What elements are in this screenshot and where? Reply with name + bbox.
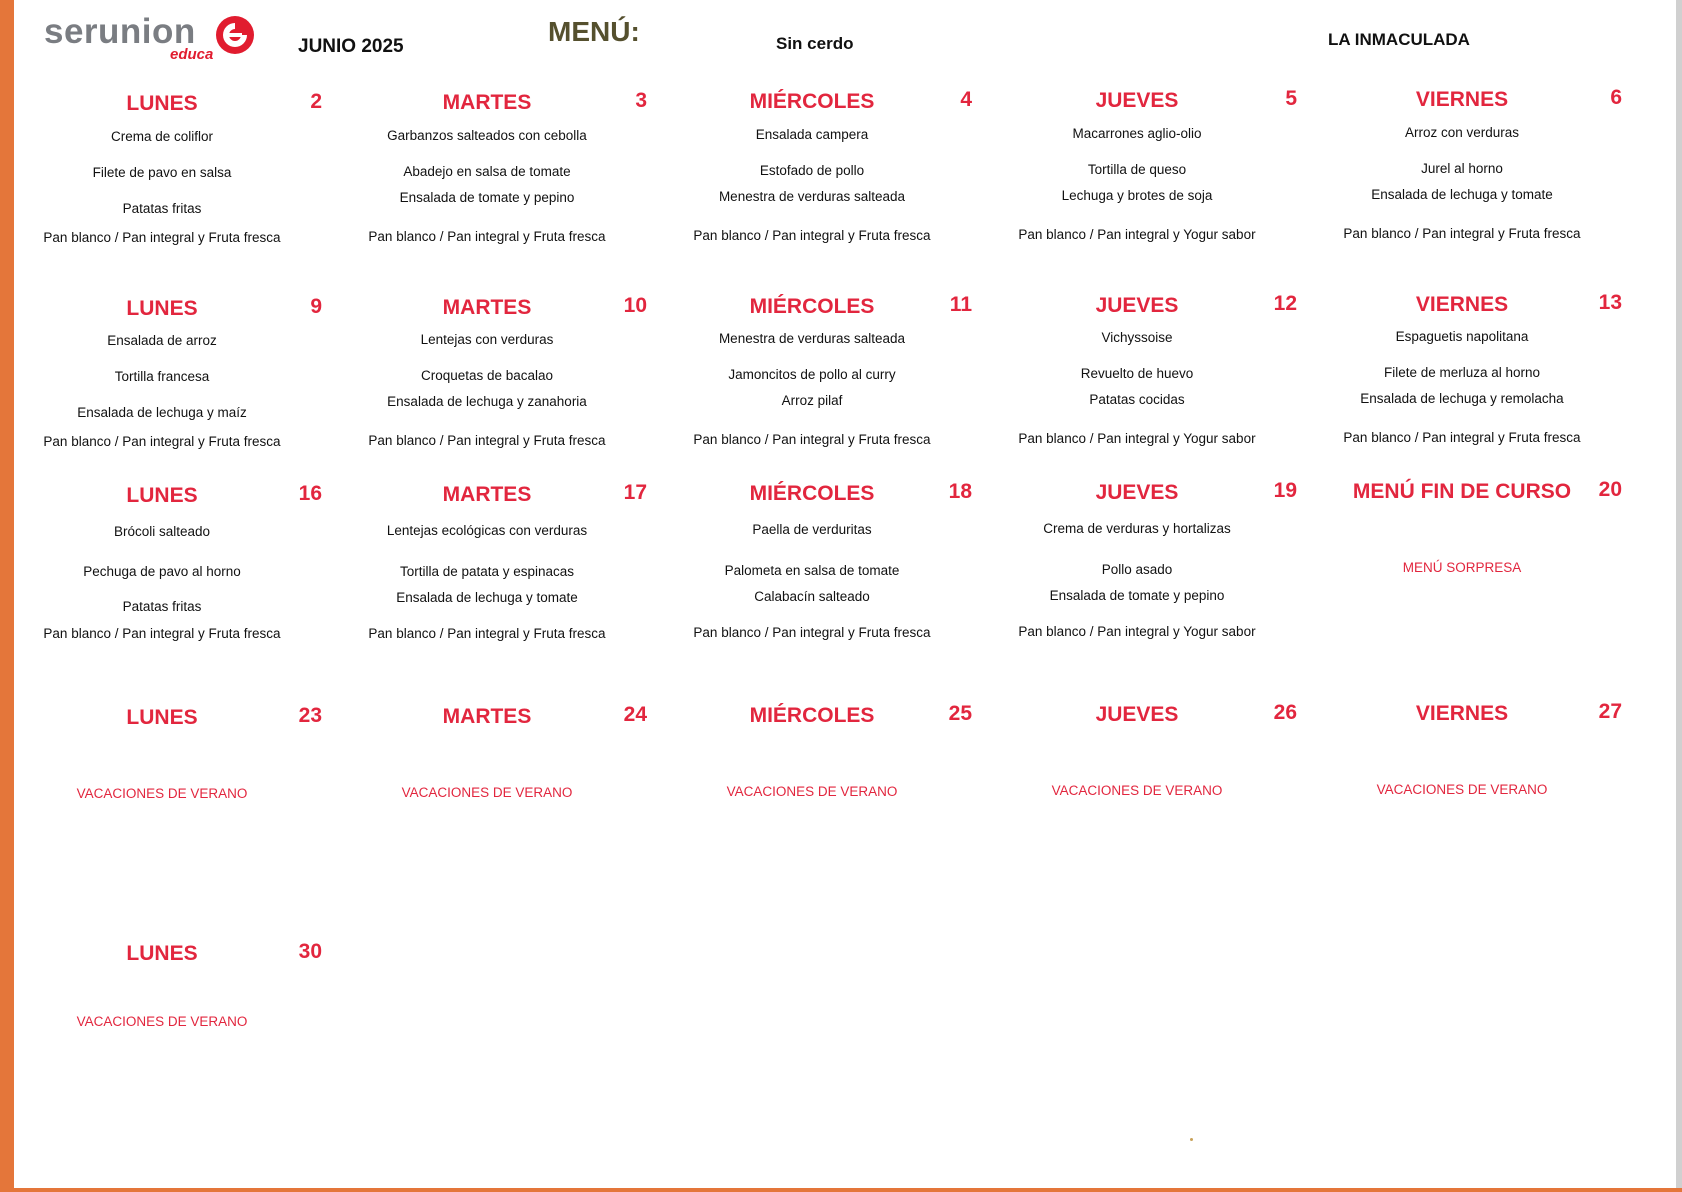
day-note: VACACIONES DE VERANO	[1376, 782, 1548, 797]
dish-dessert: Pan blanco / Pan integral y Fruta fresca	[43, 230, 281, 245]
serunion-logo	[44, 12, 264, 63]
day-number: 19	[1273, 479, 1297, 502]
day-number: 24	[623, 703, 647, 726]
school-name: LA INMACULADA	[1328, 30, 1470, 49]
dish-first: Crema de verduras y hortalizas	[1043, 521, 1231, 536]
day-name: JUEVES	[1095, 481, 1179, 504]
dish-side: Ensalada de tomate y pepino	[1049, 588, 1225, 603]
day-number: 5	[1285, 87, 1297, 110]
dish-second: Abadejo en salsa de tomate	[403, 164, 571, 179]
dish-first: Ensalada de arroz	[107, 333, 217, 348]
day-number: 27	[1598, 700, 1622, 723]
day-name: JUEVES	[1095, 89, 1179, 112]
dish-dessert: Pan blanco / Pan integral y Fruta fresca	[368, 626, 606, 641]
day-number: 10	[623, 294, 647, 317]
dish-first: Garbanzos salteados con cebolla	[387, 128, 587, 143]
day-name: MARTES	[442, 91, 532, 114]
dish-dessert: Pan blanco / Pan integral y Yogur sabor	[1018, 227, 1256, 242]
day-note: MENÚ SORPRESA	[1402, 560, 1522, 575]
menu-month: JUNIO 2025	[298, 36, 404, 57]
dish-dessert: Pan blanco / Pan integral y Yogur sabor	[1018, 431, 1256, 446]
dish-first: Paella de verduritas	[752, 522, 872, 537]
dish-dessert: Pan blanco / Pan integral y Fruta fresca	[1343, 430, 1581, 445]
day-number: 4	[960, 88, 972, 111]
dish-second: Croquetas de bacalao	[420, 368, 554, 383]
day-name: LUNES	[126, 92, 198, 115]
dish-side: Patatas fritas	[122, 599, 202, 614]
day-name: LUNES	[126, 484, 198, 507]
day-number: 13	[1598, 291, 1622, 314]
day-name: VIERNES	[1415, 88, 1509, 111]
dish-second: Revuelto de huevo	[1080, 366, 1194, 381]
day-note: VACACIONES DE VERANO	[726, 784, 898, 799]
bottom-border	[0, 1188, 1682, 1192]
day-number: 20	[1598, 478, 1622, 501]
dish-second: Pechuga de pavo al horno	[83, 564, 241, 579]
day-name: JUEVES	[1095, 703, 1179, 726]
day-number: 17	[623, 481, 647, 504]
dish-dessert: Pan blanco / Pan integral y Fruta fresca	[368, 433, 606, 448]
dish-side: Ensalada de lechuga y zanahoria	[387, 394, 587, 409]
dish-second: Filete de pavo en salsa	[92, 165, 232, 180]
dish-side: Ensalada de lechuga y remolacha	[1360, 391, 1564, 406]
day-name: LUNES	[126, 942, 198, 965]
dish-dessert: Pan blanco / Pan integral y Fruta fresca	[693, 432, 931, 447]
dish-first: Lentejas con verduras	[420, 332, 554, 347]
dish-side: Ensalada de lechuga y maíz	[77, 405, 247, 420]
dish-first: Crema de coliflor	[110, 129, 214, 144]
dish-side: Ensalada de tomate y pepino	[399, 190, 575, 205]
dish-dessert: Pan blanco / Pan integral y Fruta fresca	[43, 626, 281, 641]
dish-second: Estofado de pollo	[759, 163, 865, 178]
day-number: 16	[298, 482, 322, 505]
dish-first: Vichyssoise	[1101, 330, 1173, 345]
day-name: MARTES	[442, 705, 532, 728]
day-name: VIERNES	[1415, 293, 1509, 316]
scan-speck	[1190, 1138, 1193, 1141]
dish-side: Menestra de verduras salteada	[718, 189, 906, 204]
day-name: VIERNES	[1415, 702, 1509, 725]
dish-dessert: Pan blanco / Pan integral y Fruta fresca	[1343, 226, 1581, 241]
dish-first: Espaguetis napolitana	[1395, 329, 1529, 344]
dish-dessert: Pan blanco / Pan integral y Fruta fresca	[43, 434, 281, 449]
dish-second: Tortilla francesa	[114, 369, 210, 384]
dish-dessert: Pan blanco / Pan integral y Fruta fresca	[693, 228, 931, 243]
day-name: MIÉRCOLES	[749, 90, 875, 113]
day-number: 12	[1273, 292, 1297, 315]
dish-second: Tortilla de patata y espinacas	[399, 564, 575, 579]
day-number: 23	[298, 704, 322, 727]
day-name: MIÉRCOLES	[749, 482, 875, 505]
dish-second: Palometa en salsa de tomate	[724, 563, 900, 578]
day-number: 6	[1610, 86, 1622, 109]
dish-side: Patatas fritas	[122, 201, 202, 216]
diet-type: Sin cerdo	[776, 34, 854, 53]
day-name: MENÚ FIN DE CURSO	[1352, 480, 1572, 503]
day-name: MARTES	[442, 483, 532, 506]
day-name: JUEVES	[1095, 294, 1179, 317]
dish-first: Lentejas ecológicas con verduras	[386, 523, 588, 538]
dish-dessert: Pan blanco / Pan integral y Fruta fresca	[368, 229, 606, 244]
dish-side: Ensalada de lechuga y tomate	[1371, 187, 1553, 202]
dish-side: Arroz pilaf	[781, 393, 843, 408]
day-number: 30	[298, 940, 322, 963]
day-name: MARTES	[442, 296, 532, 319]
day-number: 26	[1273, 701, 1297, 724]
dish-first: Ensalada campera	[755, 127, 869, 142]
dish-second: Tortilla de queso	[1087, 162, 1187, 177]
day-name: MIÉRCOLES	[749, 704, 875, 727]
dish-side: Patatas cocidas	[1089, 392, 1185, 407]
day-name: LUNES	[126, 297, 198, 320]
dish-side: Calabacín salteado	[754, 589, 870, 604]
dish-second: Filete de merluza al horno	[1383, 365, 1541, 380]
dish-first: Brócoli salteado	[113, 524, 211, 539]
left-border	[0, 0, 14, 1192]
dish-dessert: Pan blanco / Pan integral y Fruta fresca	[693, 625, 931, 640]
day-name: LUNES	[126, 706, 198, 729]
dish-side: Ensalada de lechuga y tomate	[396, 590, 578, 605]
day-note: VACACIONES DE VERANO	[401, 785, 573, 800]
dish-second: Jurel al horno	[1421, 161, 1503, 176]
dish-first: Menestra de verduras salteada	[718, 331, 906, 346]
day-number: 3	[635, 89, 647, 112]
logo-sub: educa	[170, 46, 214, 63]
dish-second: Pollo asado	[1101, 562, 1173, 577]
dish-first: Arroz con verduras	[1404, 125, 1520, 140]
logo-wordmark: serunion	[44, 12, 196, 51]
dish-second: Jamoncitos de pollo al curry	[728, 367, 896, 382]
day-number: 2	[310, 90, 322, 113]
day-note: VACACIONES DE VERANO	[1051, 783, 1223, 798]
dish-dessert: Pan blanco / Pan integral y Yogur sabor	[1018, 624, 1256, 639]
right-border	[1676, 0, 1682, 1192]
day-number: 9	[310, 295, 322, 318]
day-number: 11	[949, 293, 972, 316]
day-note: VACACIONES DE VERANO	[76, 786, 248, 801]
logo-swirl-icon	[214, 14, 256, 56]
day-name: MIÉRCOLES	[749, 295, 875, 318]
dish-side: Lechuga y brotes de soja	[1061, 188, 1213, 203]
day-number: 25	[948, 702, 972, 725]
dish-first: Macarrones aglio-olio	[1072, 126, 1202, 141]
day-number: 18	[948, 480, 972, 503]
day-note: VACACIONES DE VERANO	[76, 1014, 248, 1029]
menu-title: MENÚ:	[548, 16, 640, 47]
